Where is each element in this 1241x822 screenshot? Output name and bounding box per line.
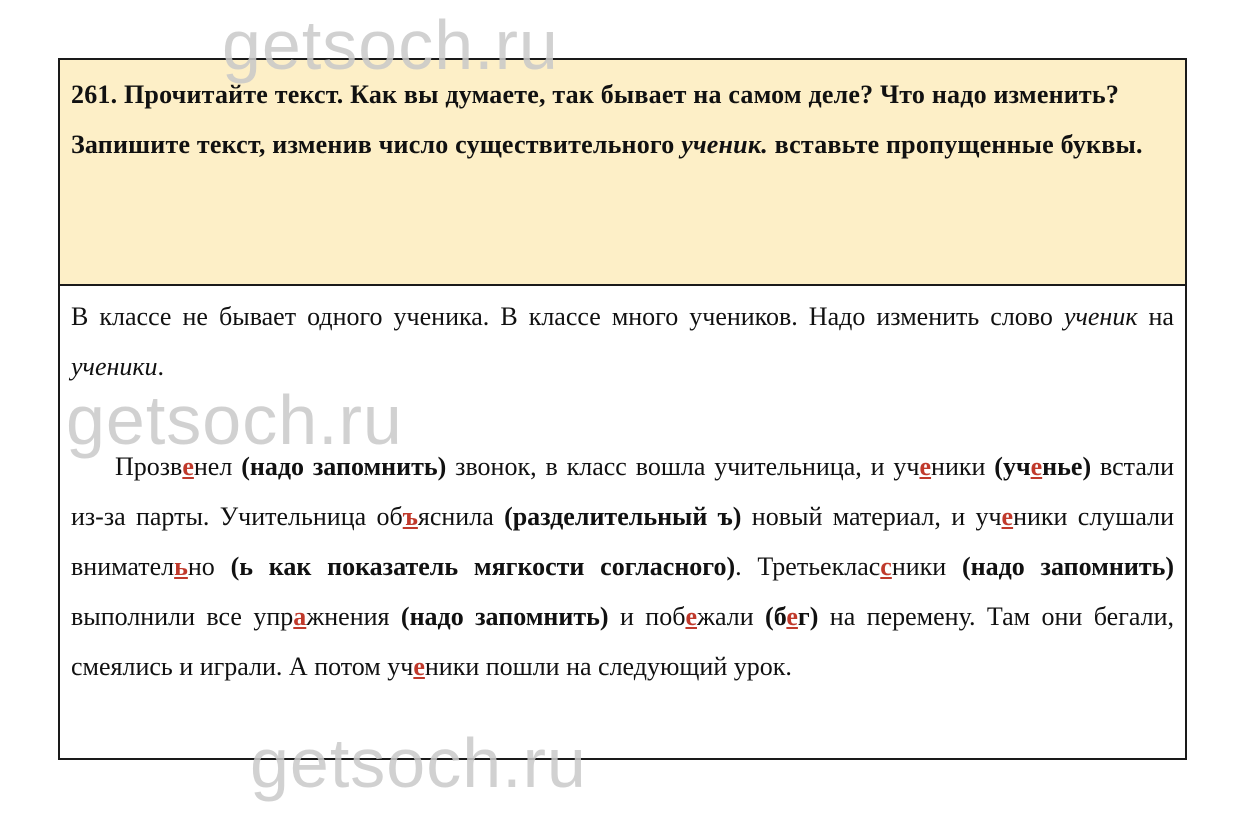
inserted-letter: е [413, 652, 425, 681]
inserted-letter: е [685, 602, 697, 631]
watermark: getsoch.ru [222, 6, 559, 84]
inserted-letter: с [880, 552, 892, 581]
inserted-letter: а [293, 602, 307, 631]
spelling-note: (надо запомнить) [400, 602, 609, 631]
spelling-note: (надо запомнить) [961, 552, 1174, 581]
spelling-note: (надо запомнить) [241, 452, 447, 481]
answer-box [60, 286, 1185, 692]
exercise-sheet [58, 58, 1187, 760]
answer-intro: В классе не бывает одного ученика. В классе много учеников. Надо изменить слово ученик на ученики. [71, 302, 1174, 381]
inserted-letter: е [1001, 502, 1014, 531]
spelling-note: (ученье) [994, 452, 1092, 481]
task-instruction: Запишите текст, изменив число существительного ученик. вставьте пропущенные буквы. [71, 130, 1143, 159]
task-box [60, 60, 1185, 286]
inserted-letter: ь [174, 552, 188, 581]
inserted-letter: ъ [402, 502, 418, 531]
spelling-note: (бег) [765, 602, 819, 631]
answer-rewritten-text: Прозвенел (надо запомнить) звонок, в класс вошла учительница, и ученики (ученье) встали из-за парты. Учительница объяснила (разделительный ъ) новый материал, и ученики слушали внимательно (ь как показатель мягкости согласного). Третьеклассники (надо запомнить) выполнили все упражнения (надо запомнить) и побежали (бег) на перемену. Там они бегали, смеялись и играли. А потом ученики пошли на следующий урок. [71, 452, 1175, 681]
inserted-letter: е [919, 452, 932, 481]
inserted-letter: е [1030, 452, 1043, 481]
watermark: getsoch.ru [66, 381, 403, 459]
task-title: 261. Прочитайте текст. Как вы думаете, так бывает на самом деле? Что надо изменить? [71, 80, 1120, 109]
spelling-note: (разделительный ъ) [504, 502, 742, 531]
inserted-letter: е [182, 452, 194, 481]
spelling-note: (ь как показатель мягкости согласного) [230, 552, 736, 581]
watermark: getsoch.ru [250, 724, 587, 802]
inserted-letter: е [786, 602, 798, 631]
